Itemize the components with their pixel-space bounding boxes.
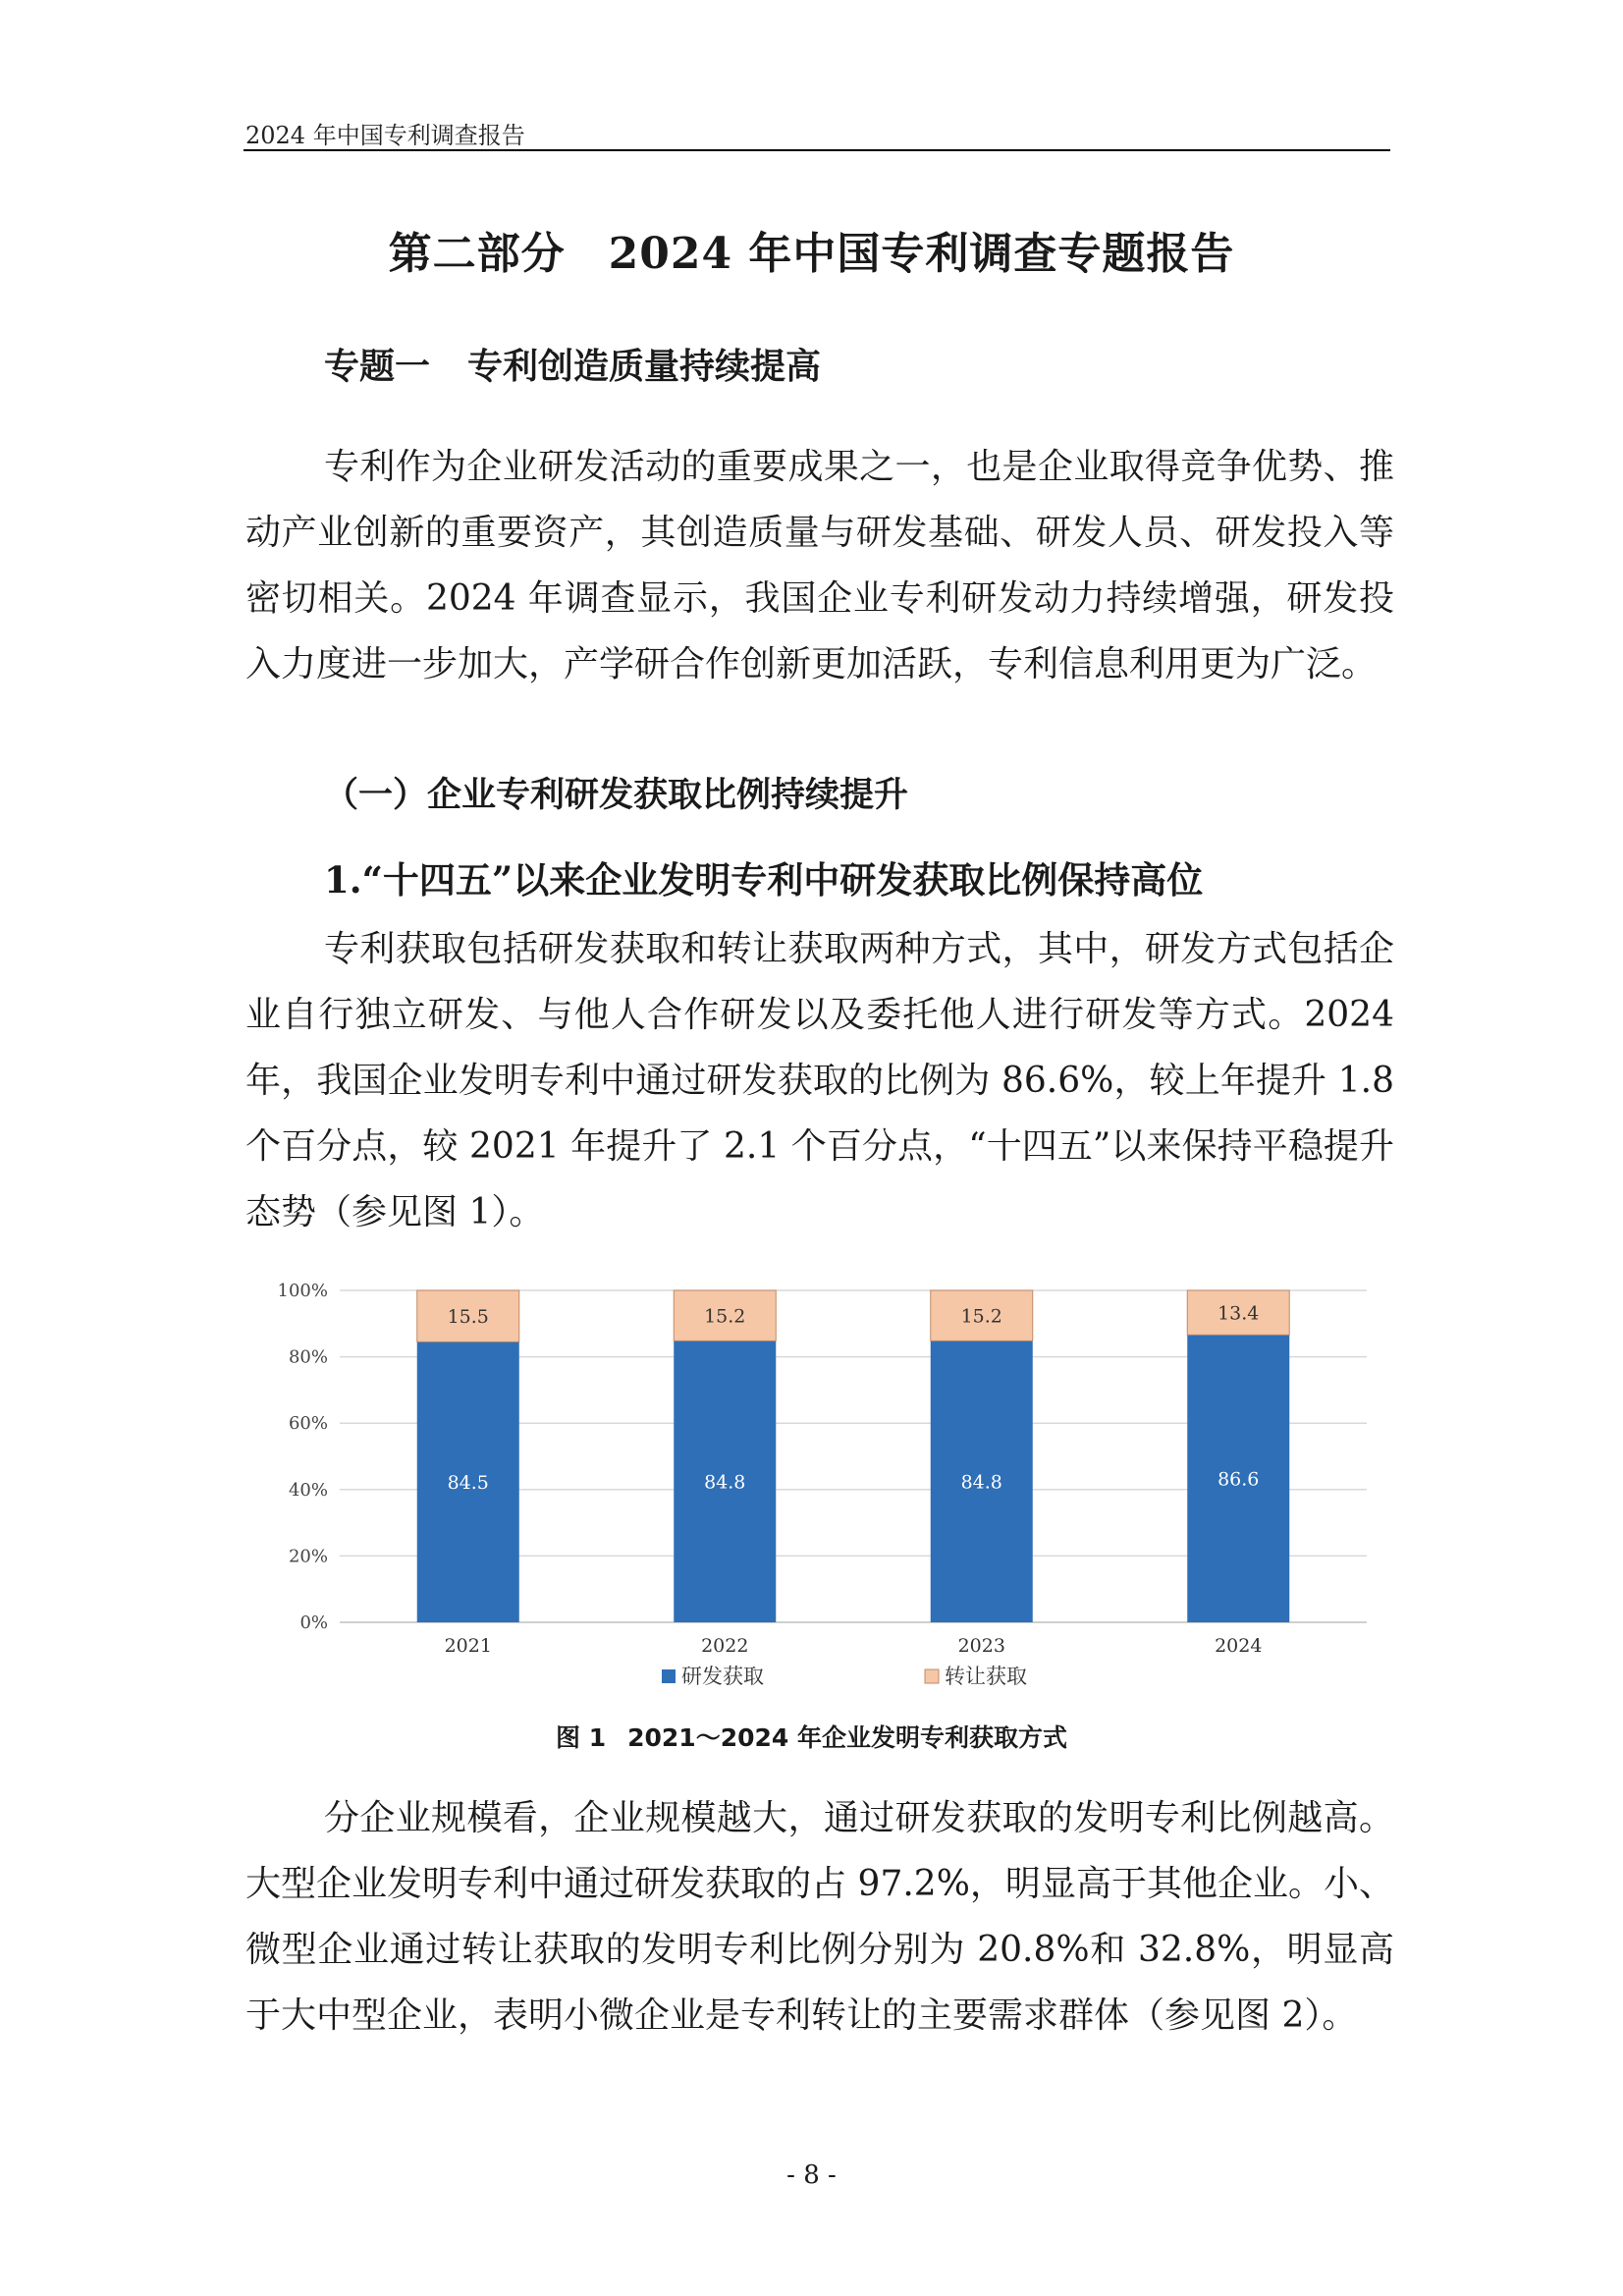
y-tick-label: 60% <box>288 1413 328 1435</box>
y-tick-label: 0% <box>299 1613 328 1633</box>
x-tick-label: 2023 <box>957 1635 1005 1657</box>
x-tick-label: 2024 <box>1215 1635 1263 1657</box>
data-label: 86.6 <box>1217 1468 1260 1491</box>
intro-paragraph-text: 专利作为企业研发活动的重要成果之一，也是企业取得竞争优势、推动产业创新的重要资产，其创造质量与研发基础、研发人员、研发投入等密切相关。2024 年调查显示，我国企业专利研发动力持续增强，研发投入力度进一步加大，产学研合作创新更加活跃，专利信息利用更为广泛。 <box>245 447 1394 684</box>
paragraph-1-text: 专利获取包括研发获取和转让获取两种方式，其中，研发方式包括企业自行独立研发、与他人合作研发以及委托他人进行研发等方式。2024 年，我国企业发明专利中通过研发获取的比例为 86.6%，较上年提升 1.8 个百分点，较 2021 年提升了 2.1 个百分点，“十四五”以来保持平稳提升态势（参见图 1）。 <box>245 929 1394 1232</box>
topic-label: 专题一 <box>324 347 431 387</box>
legend-label: 研发获取 <box>681 1665 764 1688</box>
section-heading: （一）企业专利研发获取比例持续提升 <box>324 776 909 815</box>
paragraph-2-text: 分企业规模看，企业规模越大，通过研发获取的发明专利比例越高。大型企业发明专利中通过研发获取的占 97.2%，明显高于其他企业。小、微型企业通过转让获取的发明专利比例分别为 20.8%和 32.8%，明显高于大中型企业，表明小微企业是专利转让的主要需求群体（参见图 2）。 <box>245 1798 1394 2036</box>
intro-paragraph <box>245 434 1394 697</box>
data-label: 84.8 <box>960 1471 1002 1494</box>
running-header: 2024 年中国专利调查报告 <box>245 122 525 149</box>
topic-heading <box>324 339 821 389</box>
data-label: 15.5 <box>447 1306 489 1329</box>
legend-swatch <box>925 1669 939 1683</box>
x-tick-label: 2021 <box>444 1635 492 1657</box>
legend-label: 转让获取 <box>945 1665 1027 1688</box>
part-title-text: 2024 年中国专利调查专题报告 <box>608 229 1235 279</box>
data-label: 15.2 <box>960 1305 1002 1328</box>
y-tick-label: 80% <box>288 1346 328 1368</box>
part-title <box>0 218 1623 281</box>
y-tick-label: 40% <box>288 1479 328 1501</box>
header-rule <box>243 149 1390 151</box>
y-tick-label: 100% <box>277 1281 328 1301</box>
data-label: 13.4 <box>1217 1302 1260 1325</box>
paragraph-2 <box>245 1785 1394 2049</box>
paragraph-1 <box>245 916 1394 1245</box>
page-number: - 8 - <box>786 2160 837 2190</box>
subsection-heading: 1.“十四五”以来企业发明专利中研发获取比例保持高位 <box>324 858 1204 902</box>
figure-caption <box>0 1719 1623 1754</box>
x-tick-label: 2022 <box>701 1635 749 1657</box>
data-label: 84.8 <box>704 1471 746 1494</box>
topic-title: 专利创造质量持续提高 <box>467 347 822 387</box>
y-tick-label: 20% <box>288 1546 328 1567</box>
figure-caption-label: 图 1 <box>556 1723 607 1752</box>
data-label: 84.5 <box>447 1472 489 1495</box>
stacked-bar-chart <box>257 1263 1377 1695</box>
data-label: 15.2 <box>704 1305 746 1328</box>
part-label: 第二部分 <box>388 229 566 279</box>
figure-caption-text: 2021～2024 年企业发明专利获取方式 <box>627 1723 1067 1752</box>
legend-swatch <box>662 1669 676 1683</box>
